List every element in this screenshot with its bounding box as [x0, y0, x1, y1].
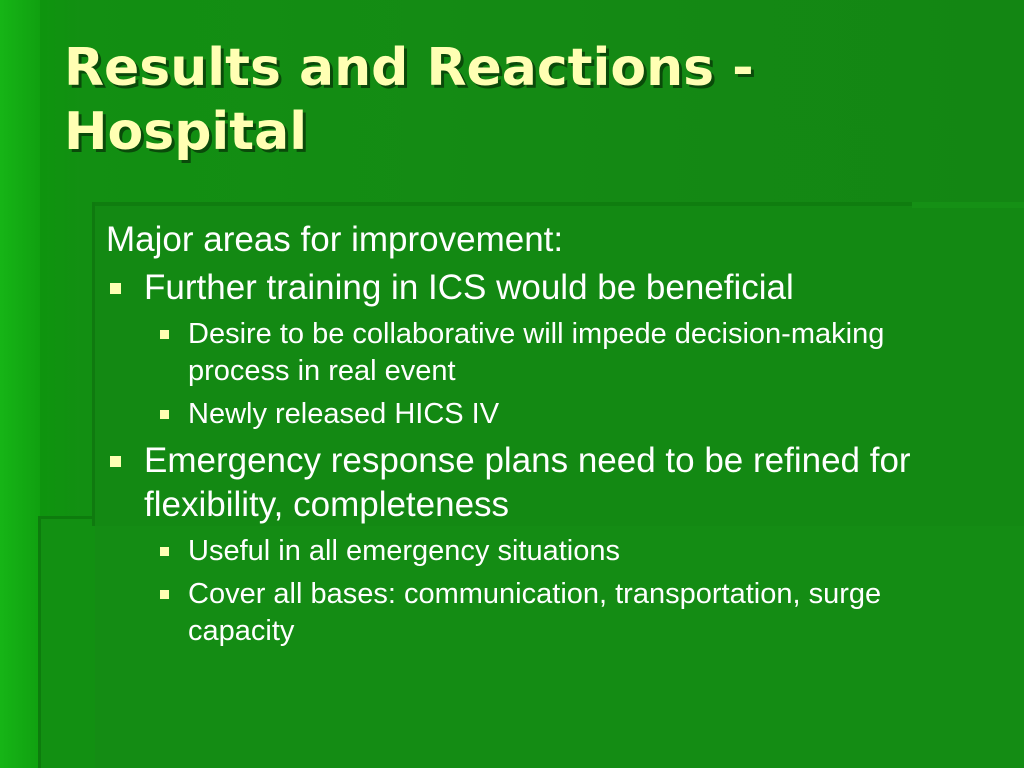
sub-bullet-text: Desire to be collaborative will impede decision-making process in real event: [188, 318, 885, 387]
sub-bullet-item-useful: [106, 533, 986, 570]
bullet-text: Further training in ICS would be beneficial: [144, 268, 794, 307]
sub-bullet-item-cover-bases: [106, 576, 986, 650]
square-bullet-icon: [160, 547, 169, 556]
square-bullet-icon: [160, 590, 169, 599]
bullet-item-response-plans: [106, 439, 986, 527]
sub-bullet-text: Cover all bases: communication, transportation, surge capacity: [188, 578, 882, 647]
lead-text: Major areas for improvement:: [106, 220, 564, 259]
sub-bullet-text: Useful in all emergency situations: [188, 535, 620, 567]
square-bullet-icon: [110, 283, 121, 294]
bullet-item-training: [106, 266, 986, 310]
square-bullet-icon: [160, 330, 169, 339]
sub-bullet-item-collaborative: [106, 316, 986, 390]
background-panel-notch: [912, 202, 1024, 208]
slide-content: [106, 218, 986, 656]
slide-title: Results and Reactions - Hospital: [64, 38, 754, 162]
bullet-text: Emergency response plans need to be refined for flexibility, completeness: [144, 441, 911, 524]
sub-bullet-item-hics: [106, 396, 986, 433]
square-bullet-icon: [110, 456, 121, 467]
square-bullet-icon: [160, 410, 169, 419]
sub-bullet-text: Newly released HICS IV: [188, 398, 500, 430]
background-left-strip: [0, 0, 40, 768]
